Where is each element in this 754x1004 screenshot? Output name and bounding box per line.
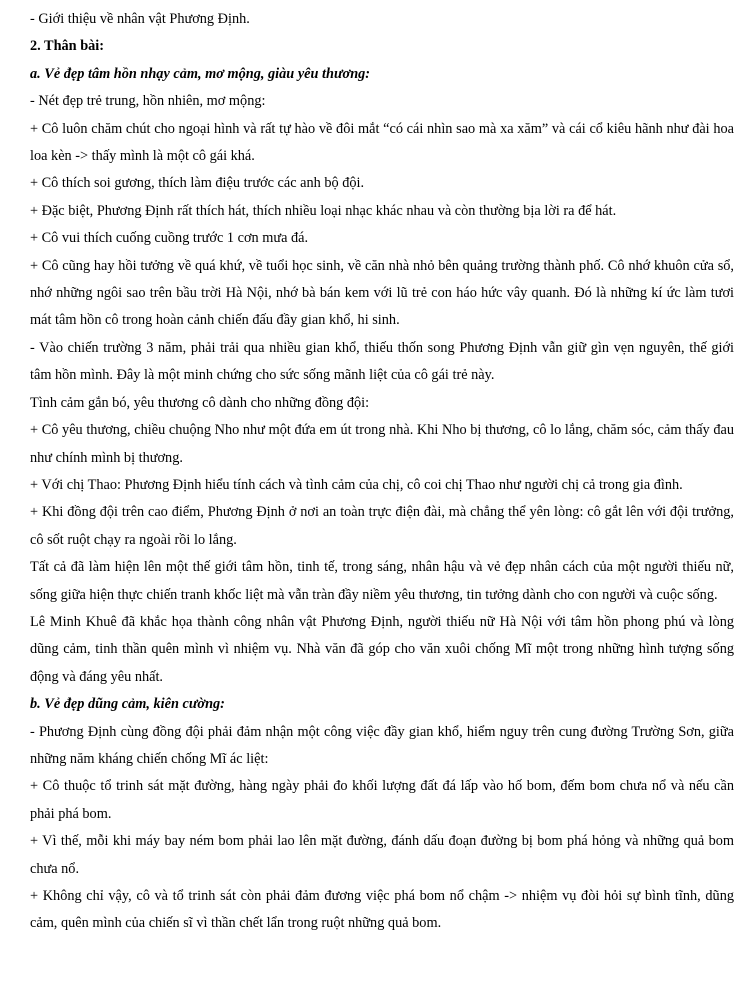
paragraph: - Phương Định cùng đồng đội phải đảm nhận một công việc đầy gian khổ, hiểm nguy trên cung đường Trường Sơn, giữa những năm kháng chiến chống Mĩ ác liệt: — [30, 723, 734, 767]
subheading-section-b: b. Vẻ đẹp dũng cảm, kiên cường: — [30, 696, 225, 713]
paragraph: + Cô yêu thương, chiều chuộng Nho như một đứa em út trong nhà. Khi Nho bị thương, cô lo lắng, chăm sóc, cảm thấy đau như chính mình bị thương. — [30, 422, 734, 466]
paragraph: + Cô thuộc tổ trinh sát mặt đường, hàng ngày phải đo khối lượng đất đá lấp vào hố bom, đếm bom chưa nổ và nếu cần phải phá bom. — [30, 778, 734, 822]
paragraph: + Vì thế, mỗi khi máy bay ném bom phải lao lên mặt đường, đánh dấu đoạn đường bị bom phá hỏng và những quả bom chưa nổ. — [30, 833, 734, 877]
subheading-section-a: a. Vẻ đẹp tâm hồn nhạy cảm, mơ mộng, giàu yêu thương: — [30, 65, 371, 82]
paragraph: + Không chỉ vậy, cô và tổ trinh sát còn phải đảm đương việc phá bom nổ chậm -> nhiệm vụ đòi hỏi sự bình tĩnh, dũng cảm, quên mình của chiến sĩ vì thần chết lẩn trong ruột những quả bom. — [30, 888, 734, 932]
paragraph: Tất cả đã làm hiện lên một thế giới tâm hồn, tinh tế, trong sáng, nhân hậu và vẻ đẹp nhân cách của một người thiếu nữ, sống giữa hiện thực chiến tranh khốc liệt mà vẫn tràn đầy niềm yêu thương, tin tưởng dành cho con người và cuộc sống. — [30, 559, 734, 603]
paragraph: + Cô thích soi gương, thích làm điệu trước các anh bộ đội. — [30, 175, 365, 192]
paragraph: + Với chị Thao: Phương Định hiểu tính cách và tình cảm của chị, cô coi chị Thao như người chị cả trong gia đình. — [30, 476, 683, 493]
paragraph: Lê Minh Khuê đã khắc họa thành công nhân vật Phương Định, người thiếu nữ Hà Nội với tâm hồn phong phú và lòng dũng cảm, tinh thần quên mình vì nhiệm vụ. Nhà văn đã góp cho văn xuôi chống Mĩ một trong những hình tượng sống động và đáng yêu nhất. — [30, 613, 734, 685]
paragraph: Tình cảm gắn bó, yêu thương cô dành cho những đồng đội: — [30, 394, 370, 411]
paragraph: + Khi đồng đội trên cao điểm, Phương Định ở nơi an toàn trực điện đài, mà chẳng thể yên lòng: cô gắt lên với đội trưởng, cô sốt ruột chạy ra ngoài rồi lo lắng. — [30, 504, 734, 548]
paragraph: - Nét đẹp trẻ trung, hồn nhiên, mơ mộng: — [30, 93, 266, 110]
paragraph: + Cô luôn chăm chút cho ngoại hình và rất tự hào về đôi mắt “có cái nhìn sao mà xa xăm” và cái cổ kiêu hãnh như đài hoa loa kèn -> thấy mình là một cô gái khá. — [30, 120, 734, 165]
paragraph: + Cô cũng hay hồi tưởng về quá khứ, về tuổi học sinh, về căn nhà nhỏ bên quảng trường thành phố. Cô nhớ khuôn cửa sổ, nhớ những ngôi sao trên bầu trời Hà Nội, nhớ bà bán kem với lũ trẻ con háo hức vây quanh. Đó là những kí ức làm tươi mát tâm hồn cô trong hoàn cảnh chiến đấu đầy gian khổ, hi sinh. — [30, 257, 734, 329]
paragraph: + Đặc biệt, Phương Định rất thích hát, thích nhiều loại nhạc khác nhau và còn thường bịa lời ra để hát. — [30, 202, 617, 219]
paragraph: - Vào chiến trường 3 năm, phải trải qua nhiều gian khổ, thiếu thốn song Phương Định vẫn giữ gìn vẹn nguyên, thế giới tâm hồn mình. Đây là một minh chứng cho sức sống mãnh liệt của cô gái trẻ này. — [30, 339, 734, 384]
paragraph: + Cô vui thích cuống cuồng trước 1 cơn mưa đá. — [30, 230, 309, 247]
paragraph-intro-character: - Giới thiệu về nhân vật Phương Định. — [30, 11, 250, 27]
heading-body-section: 2. Thân bài: — [30, 38, 105, 55]
